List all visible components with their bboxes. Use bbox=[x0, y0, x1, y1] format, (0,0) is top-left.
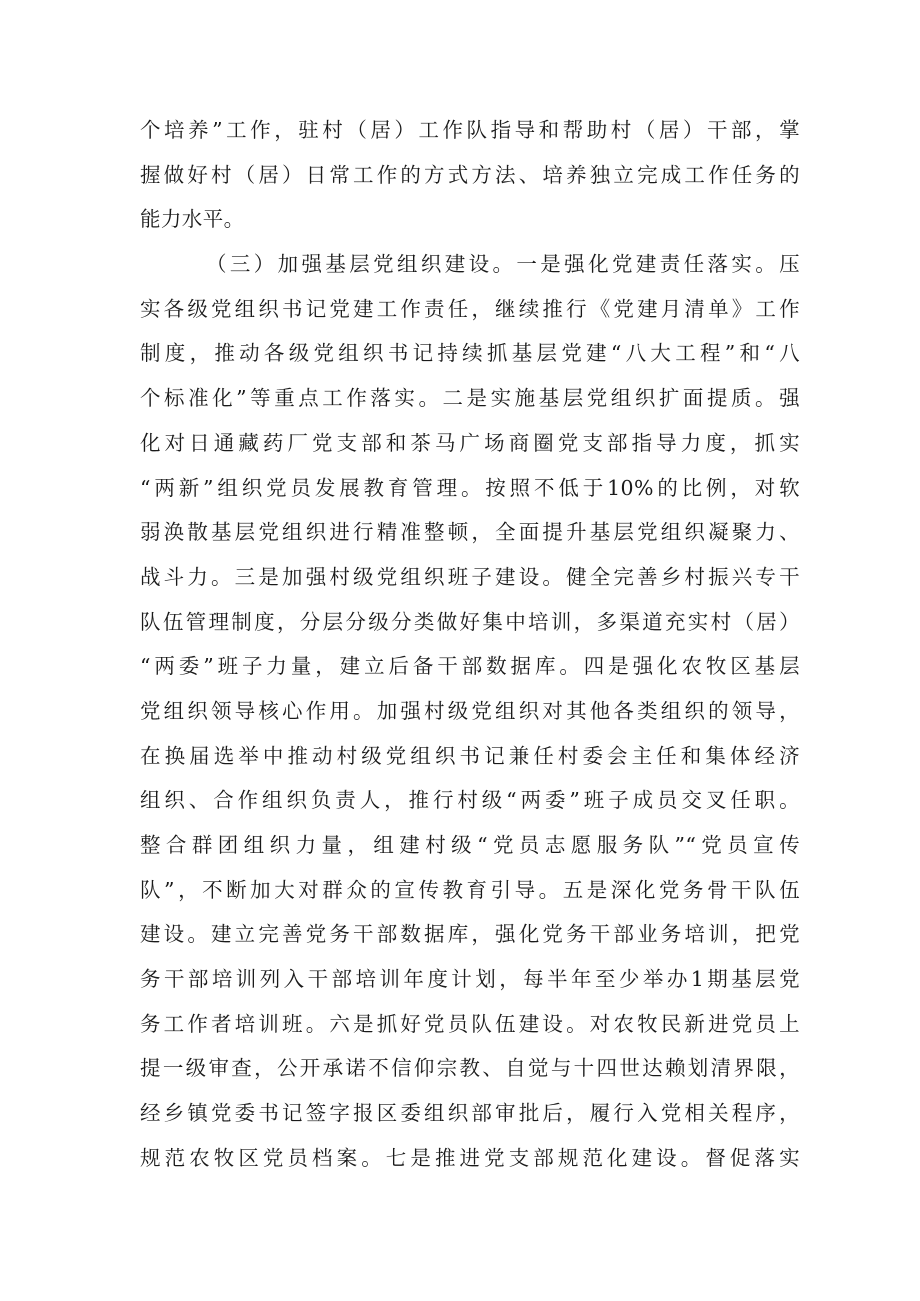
text-line: 提一级审查，公开承诺不信仰宗教、自觉与十四世达赖划清界限， bbox=[140, 1056, 800, 1081]
text-line: “两委”班子力量，建立后备干部数据库。四是强化农牧区基层 bbox=[140, 654, 800, 679]
section-heading-line: （三）加强基层党组织建设。一是强化党建责任落实。压 bbox=[206, 252, 800, 277]
text-line: 在换届选举中推动村级党组织书记兼任村委会主任和集体经济 bbox=[140, 743, 800, 768]
text-line: 实各级党组织书记党建工作责任，继续推行《党建月清单》工作 bbox=[140, 296, 800, 321]
text-line: 经乡镇党委书记签字报区委组织部审批后，履行入党相关程序， bbox=[140, 1101, 800, 1126]
text-line: 党组织领导核心作用。加强村级党组织对其他各类组织的领导， bbox=[140, 698, 800, 723]
body-text bbox=[140, 108, 800, 1181]
text-line: 个培养”工作，驻村（居）工作队指导和帮助村（居）干部，掌 bbox=[140, 118, 800, 142]
text-line: 组织、合作组织负责人，推行村级“两委”班子成员交叉任职。 bbox=[140, 788, 800, 813]
text-line: 战斗力。三是加强村级党组织班子建设。健全完善乡村振兴专干 bbox=[140, 564, 800, 589]
text-line: 务干部培训列入干部培训年度计划，每半年至少举办1期基层党 bbox=[140, 967, 800, 992]
text-line: 务工作者培训班。六是抓好党员队伍建设。对农牧民新进党员上 bbox=[140, 1011, 800, 1036]
text-line: “两新”组织党员发展教育管理。按照不低于10%的比例，对软 bbox=[140, 475, 800, 500]
text-line: 整合群团组织力量，组建村级“党员志愿服务队”“党员宣传 bbox=[140, 833, 800, 857]
text-line: 建设。建立完善党务干部数据库，强化党务干部业务培训，把党 bbox=[140, 922, 800, 947]
text-line: 个标准化”等重点工作落实。二是实施基层党组织扩面提质。强 bbox=[140, 386, 800, 411]
text-line: 制度，推动各级党组织书记持续抓基层党建“八大工程”和“八 bbox=[140, 341, 800, 366]
text-line: 能力水平。 bbox=[140, 207, 245, 232]
text-line: 队伍管理制度，分层分级分类做好集中培训，多渠道充实村（居） bbox=[140, 609, 800, 634]
text-line: 握做好村（居）日常工作的方式方法、培养独立完成工作任务的 bbox=[140, 162, 800, 187]
text-line: 弱涣散基层党组织进行精准整顿，全面提升基层党组织凝聚力、 bbox=[140, 520, 800, 545]
text-line: 队”，不断加大对群众的宣传教育引导。五是深化党务骨干队伍 bbox=[140, 877, 800, 902]
text-line: 规范农牧区党员档案。七是推进党支部规范化建设。督促落实 bbox=[140, 1145, 800, 1170]
text-line: 化对日通藏药厂党支部和茶马广场商圈党支部指导力度，抓实 bbox=[140, 430, 800, 455]
